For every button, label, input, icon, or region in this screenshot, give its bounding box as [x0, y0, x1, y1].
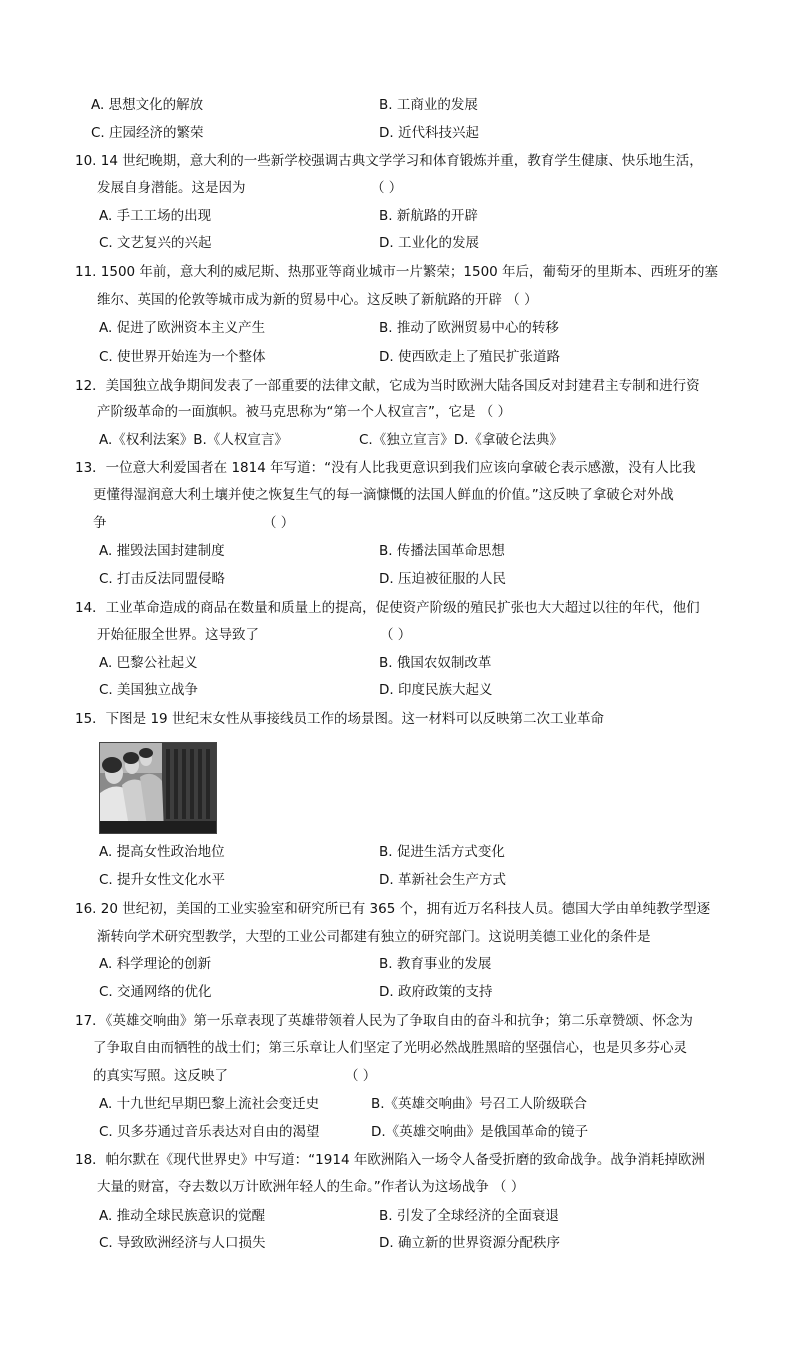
- q10-answer-blank: （ ）: [371, 180, 403, 196]
- q15-option-c: C. 提升女性文化水平: [99, 872, 226, 888]
- q13-option-d: D. 压迫被征服的人民: [379, 571, 506, 587]
- q10-stem-line2: 发展自身潜能。这是因为: [97, 180, 246, 196]
- q13-stem-line3: 争: [93, 515, 107, 531]
- q13-stem-line2: 更懂得湿润意大利土壤并使之恢复生气的每一滴慷慨的法国人鲜血的价值。”这反映了拿破仑对外战: [93, 487, 674, 503]
- q17-option-c: C. 贝多芬通过音乐表达对自由的渴望: [99, 1124, 320, 1140]
- switchboard-operators-photo: [99, 742, 217, 834]
- q17-option-d: D.《英雄交响曲》是俄国革命的镜子: [371, 1124, 589, 1140]
- q17-stem-line1: 17．《英雄交响曲》第一乐章表现了英雄带领着人民为了争取自由的奋斗和抗争；第二乐章赞颂、怀念为: [75, 1013, 693, 1029]
- q16-option-a: A. 科学理论的创新: [99, 956, 212, 972]
- q9-option-d: D. 近代科技兴起: [379, 125, 479, 141]
- q18-stem-line2: 大量的财富，夺去数以万计欧洲年轻人的生命。”作者认为这场战争 （ ）: [97, 1179, 525, 1195]
- q14-option-d: D. 印度民族大起义: [379, 682, 493, 698]
- q11-option-d: D. 使西欧走上了殖民扩张道路: [379, 349, 560, 365]
- q11-stem-line1: 11. 1500 年前，意大利的威尼斯、热那亚等商业城市一片繁荣；1500 年后，葡萄牙的里斯本、西班牙的塞: [75, 264, 719, 280]
- q18-option-b: B. 引发了全球经济的全面衰退: [379, 1208, 559, 1224]
- q17-stem-line2: 了争取自由而牺牲的战士们；第三乐章让人们坚定了光明必然战胜黑暗的坚强信心，也是贝多芬心灵: [93, 1040, 687, 1056]
- q14-stem-line1: 14．工业革命造成的商品在数量和质量上的提高，促使资产阶级的殖民扩张也大大超过以往的年代，他们: [75, 600, 700, 616]
- q10-option-d: D. 工业化的发展: [379, 235, 479, 251]
- q17-option-b: B.《英雄交响曲》号召工人阶级联合: [371, 1096, 588, 1112]
- q13-option-c: C. 打击反法同盟侵略: [99, 571, 226, 587]
- q14-option-b: B. 俄国农奴制改革: [379, 655, 492, 671]
- q18-stem-line1: 18．帕尔默在《现代世界史》中写道：“1914 年欧洲陷入一场令人备受折磨的致命战争。战争消耗掉欧洲: [75, 1152, 705, 1168]
- q10-stem-line1: 10. 14 世纪晚期，意大利的一些新学校强调古典文学学习和体育锻炼并重，教育学生健康、快乐地生活，: [75, 153, 703, 169]
- q17-answer-blank: （ ）: [345, 1068, 377, 1084]
- q16-stem-line2: 渐转向学术研究型教学，大型的工业公司都建有独立的研究部门。这说明美德工业化的条件是: [97, 929, 651, 945]
- q9-option-b: B. 工商业的发展: [379, 97, 478, 113]
- q13-option-b: B. 传播法国革命思想: [379, 543, 505, 559]
- q18-option-a: A. 推动全球民族意识的觉醒: [99, 1208, 266, 1224]
- q15-option-b: B. 促进生活方式变化: [379, 844, 505, 860]
- q11-option-a: A. 促进了欧洲资本主义产生: [99, 320, 266, 336]
- q12-options-ab: A.《权利法案》B.《人权宣言》: [99, 432, 288, 448]
- q11-stem-line2: 维尔、英国的伦敦等城市成为新的贸易中心。这反映了新航路的开辟 （ ）: [97, 292, 538, 308]
- q13-option-a: A. 摧毁法国封建制度: [99, 543, 225, 559]
- q13-stem-line1: 13．一位意大利爱国者在 1814 年写道：“没有人比我更意识到我们应该向拿破仑表示感激，没有人比我: [75, 460, 696, 476]
- q9-option-a: A. 思想文化的解放: [91, 97, 204, 113]
- q16-option-b: B. 教育事业的发展: [379, 956, 492, 972]
- q11-option-b: B. 推动了欧洲贸易中心的转移: [379, 320, 559, 336]
- q18-option-c: C. 导致欧洲经济与人口损失: [99, 1235, 266, 1251]
- q15-stem-line1: 15．下图是 19 世纪末女性从事接线员工作的场景图。这一材料可以反映第二次工业革命: [75, 711, 604, 727]
- q10-option-c: C. 文艺复兴的兴起: [99, 235, 212, 251]
- q9-option-c: C. 庄园经济的繁荣: [91, 125, 204, 141]
- q13-answer-blank: （ ）: [263, 515, 295, 531]
- q15-option-a: A. 提高女性政治地位: [99, 844, 225, 860]
- q14-answer-blank: （ ）: [380, 627, 412, 643]
- q12-options-cd: C.《独立宣言》D.《拿破仑法典》: [359, 432, 563, 448]
- q16-option-c: C. 交通网络的优化: [99, 984, 212, 1000]
- q10-option-b: B. 新航路的开辟: [379, 208, 478, 224]
- q14-option-a: A. 巴黎公社起义: [99, 655, 198, 671]
- q16-stem-line1: 16. 20 世纪初，美国的工业实验室和研究所已有 365 个，拥有近万名科技人员。德国大学由单纯教学型逐: [75, 901, 711, 917]
- q14-stem-line2: 开始征服全世界。这导致了: [97, 627, 259, 643]
- q16-option-d: D. 政府政策的支持: [379, 984, 493, 1000]
- q17-stem-line3: 的真实写照。这反映了: [93, 1068, 228, 1084]
- q15-option-d: D. 革新社会生产方式: [379, 872, 506, 888]
- q18-option-d: D. 确立新的世界资源分配秩序: [379, 1235, 560, 1251]
- q12-stem-line2: 产阶级革命的一面旗帜。被马克思称为“第一个人权宣言”，它是 （ ）: [97, 404, 512, 420]
- q10-option-a: A. 手工工场的出现: [99, 208, 212, 224]
- q17-option-a: A. 十九世纪早期巴黎上流社会变迁史: [99, 1096, 320, 1112]
- q11-option-c: C. 使世界开始连为一个整体: [99, 349, 266, 365]
- q12-stem-line1: 12．美国独立战争期间发表了一部重要的法律文献，它成为当时欧洲大陆各国反对封建君主专制和进行资: [75, 378, 700, 394]
- q14-option-c: C. 美国独立战争: [99, 682, 199, 698]
